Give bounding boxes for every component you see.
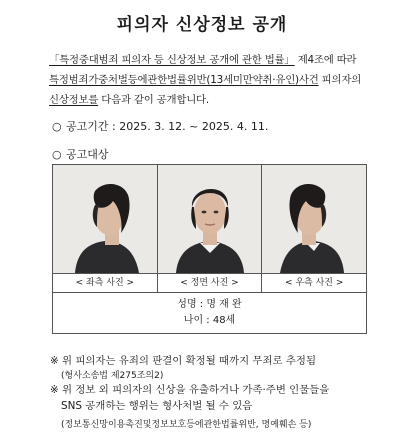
notice-period [52,118,268,134]
intro-text: 피의자의 [318,74,362,86]
leak-warning [50,382,360,414]
suspect-age: 나이 : 48세 [183,315,236,326]
leak-warning-line: ※ 위 정보 외 피의자의 신상을 유출하거나 가족·주변 인물들을 [50,384,330,396]
leak-warning-line: SNS 공개하는 행위는 형사처벌 될 수 있음 [61,400,253,412]
circle-bullet-icon: ○ [52,148,62,161]
presumption-notice-source: (형사소송법 제275조의2) [61,371,164,381]
law-name: 「특정중대범죄 피의자 등 신상정보 공개에 관한 법률」 [49,54,295,66]
intro-paragraph [49,50,399,110]
notice-target-label: 공고대상 [66,148,109,161]
right-profile-photo [261,165,366,273]
photo-caption-left: < 좌측 사진 > [75,278,135,288]
photo-caption-front: < 정면 사진 > [157,274,262,292]
intro-text: 다음과 같이 공개합니다. [98,94,209,106]
case-name: 특정범죄가중처벌등에관한법률위반(13세미만약취·유인)사건 [49,74,319,86]
intro-text-underlined: 신상정보를 [49,94,99,106]
suspect-info [53,293,366,333]
photo-caption-right: < 우측 사진 > [261,274,366,292]
presumption-notice: ※ 위 피의자는 유죄의 판결이 확정될 때까지 무죄로 추정됨 [50,355,316,367]
leak-warning-source: (정보통신망이용촉진및정보보호등에관한법률위반, 명예훼손 등) [61,420,312,430]
circle-bullet-icon: ○ [52,120,62,133]
suspect-name: 성명 : 명 재 완 [177,299,242,310]
notice-period-text: 공고기간 : 2025. 3. 12. ~ 2025. 4. 11. [66,120,269,133]
page-title: 피의자 신상정보 공개 [116,15,288,35]
notice-target [52,146,109,162]
left-profile-photo [53,165,157,273]
front-photo [157,165,262,273]
intro-text: 제4조에 따라 [294,54,357,66]
suspect-photo-table [52,164,367,334]
